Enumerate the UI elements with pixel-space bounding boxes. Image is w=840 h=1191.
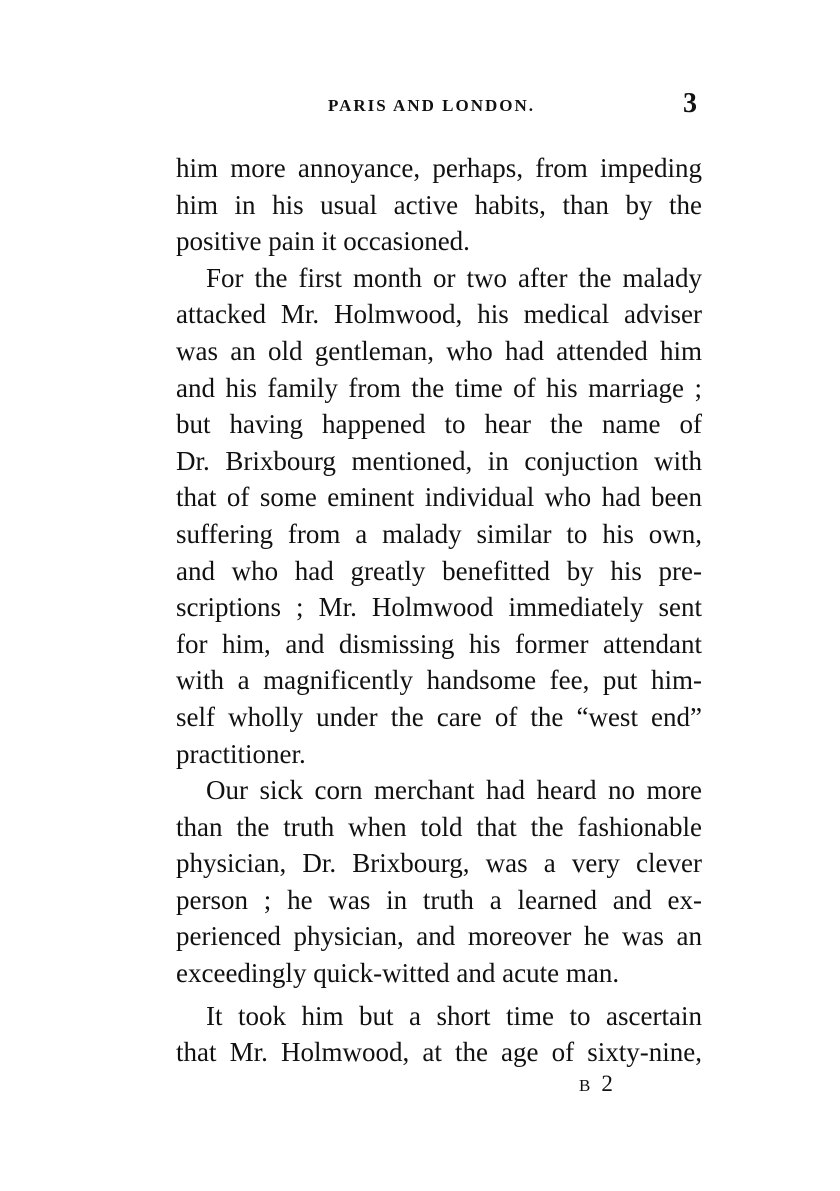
text-line: was an old gentleman, who had attended him: [176, 335, 702, 366]
running-head: PARIS AND LONDON.: [328, 96, 536, 115]
text-line: perienced physician, and moreover he was an: [176, 921, 702, 952]
page-number: 3: [683, 88, 697, 119]
text-line: than the truth when told that the fashionable: [176, 811, 702, 842]
signature-letter: B: [579, 1076, 592, 1095]
text-line: practitioner.: [176, 738, 306, 769]
signature-mark: [579, 1071, 613, 1097]
text-line: with a magnificently handsome fee, put him-: [176, 665, 702, 696]
text-line: It took him but a short time to ascertain: [206, 1000, 702, 1031]
text-line: and who had greatly benefitted by his pre-: [176, 555, 702, 586]
text-line: positive pain it occasioned.: [176, 226, 470, 257]
text-line: and his family from the time of his marriage ;: [176, 372, 702, 403]
text-line: that of some eminent individual who had been: [176, 482, 702, 513]
text-line: him more annoyance, perhaps, from impeding: [176, 153, 702, 183]
text-line: him in his usual active habits, than by the: [176, 189, 702, 220]
text-line: person ; he was in truth a learned and ex-: [176, 884, 702, 915]
text-line: but having happened to hear the name of: [176, 409, 702, 440]
text-line: physician, Dr. Brixbourg, was a very clever: [176, 848, 702, 879]
text-line: Dr. Brixbourg mentioned, in conjuction with: [176, 445, 702, 476]
text-line: self wholly under the care of the “west end”: [176, 701, 702, 732]
body-text: [176, 150, 702, 1071]
text-line: exceedingly quick-witted and acute man.: [176, 958, 620, 989]
text-line: Our sick corn merchant had heard no more: [206, 775, 702, 806]
text-line: suffering from a malady similar to his own,: [176, 518, 702, 549]
text-line: For the first month or two after the malady: [206, 262, 702, 293]
text-line: for him, and dismissing his former attendant: [176, 628, 702, 659]
signature-number: 2: [601, 1071, 613, 1096]
text-line: scriptions ; Mr. Holmwood immediately sent: [176, 592, 702, 623]
text-line: attacked Mr. Holmwood, his medical adviser: [176, 299, 702, 330]
text-line: that Mr. Holmwood, at the age of sixty-nine,: [176, 1037, 702, 1068]
